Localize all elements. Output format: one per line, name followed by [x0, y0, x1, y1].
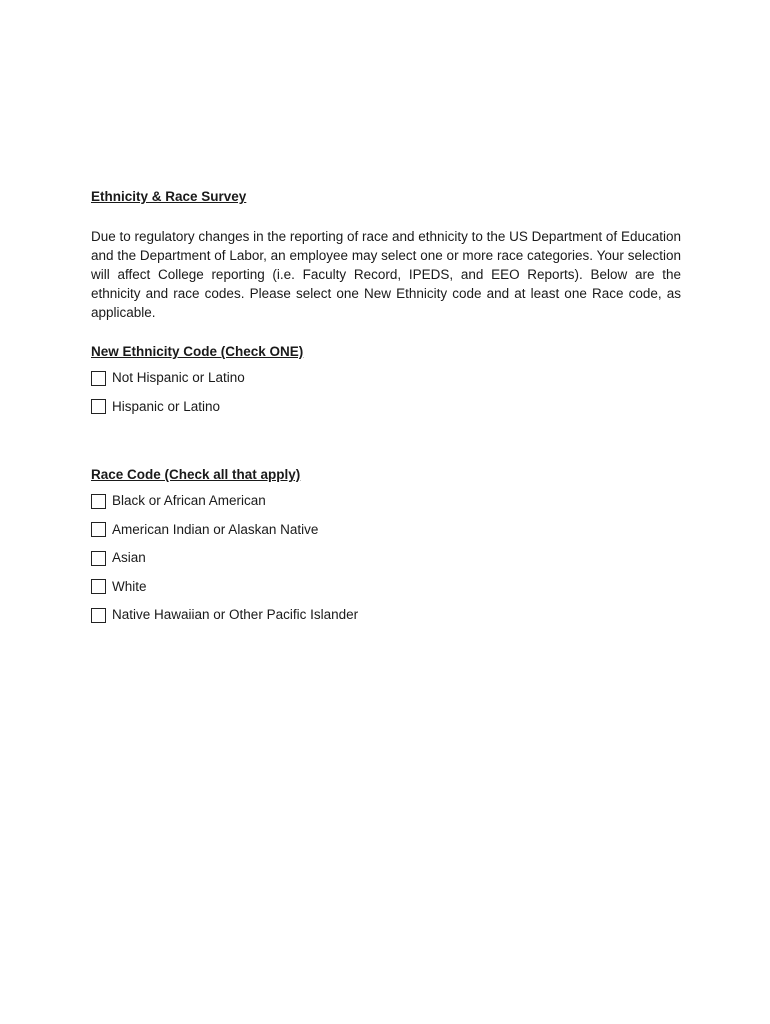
ethnicity-option-hispanic[interactable]: [91, 393, 681, 422]
ethnicity-heading: New Ethnicity Code (Check ONE): [91, 344, 304, 359]
race-option-label: Asian: [112, 550, 146, 566]
race-option-label: Black or African American: [112, 493, 266, 509]
race-checkbox-native-hawaiian[interactable]: [91, 608, 106, 623]
ethnicity-checkbox-not-hispanic[interactable]: [91, 371, 106, 386]
ethnicity-option-label: Not Hispanic or Latino: [112, 370, 245, 386]
race-checkbox-black[interactable]: [91, 494, 106, 509]
ethnicity-options: [91, 364, 681, 421]
race-option-black[interactable]: [91, 487, 681, 516]
ethnicity-option-label: Hispanic or Latino: [112, 398, 221, 414]
race-section: [91, 465, 681, 630]
race-option-white[interactable]: [91, 573, 681, 602]
race-options: [91, 487, 681, 630]
race-checkbox-american-indian[interactable]: [91, 522, 106, 537]
race-checkbox-asian[interactable]: [91, 551, 106, 566]
race-heading: Race Code (Check all that apply): [91, 467, 301, 482]
race-option-american-indian[interactable]: [91, 516, 681, 545]
race-option-native-hawaiian[interactable]: [91, 601, 681, 630]
ethnicity-section: [91, 342, 681, 421]
race-option-label: Native Hawaiian or Other Pacific Islander: [112, 607, 359, 623]
survey-content: [91, 187, 681, 630]
race-option-asian[interactable]: [91, 544, 681, 573]
race-option-label: American Indian or Alaskan Native: [112, 521, 319, 537]
ethnicity-checkbox-hispanic[interactable]: [91, 399, 106, 414]
intro-paragraph: Due to regulatory changes in the reporting of race and ethnicity to the US Department of Education and the Department of Labor, an employee may select one or more race categories. Your selection will affect College reporting (i.e. Faculty Record, IPEDS, and EEO Reports). Below are the ethnicity and race codes. Please select one New Ethnicity code and at least one Race code, as applicable.: [91, 229, 681, 320]
race-checkbox-white[interactable]: [91, 579, 106, 594]
race-option-label: White: [112, 578, 147, 594]
ethnicity-option-not-hispanic[interactable]: [91, 364, 681, 393]
page-title: Ethnicity & Race Survey: [91, 189, 247, 204]
